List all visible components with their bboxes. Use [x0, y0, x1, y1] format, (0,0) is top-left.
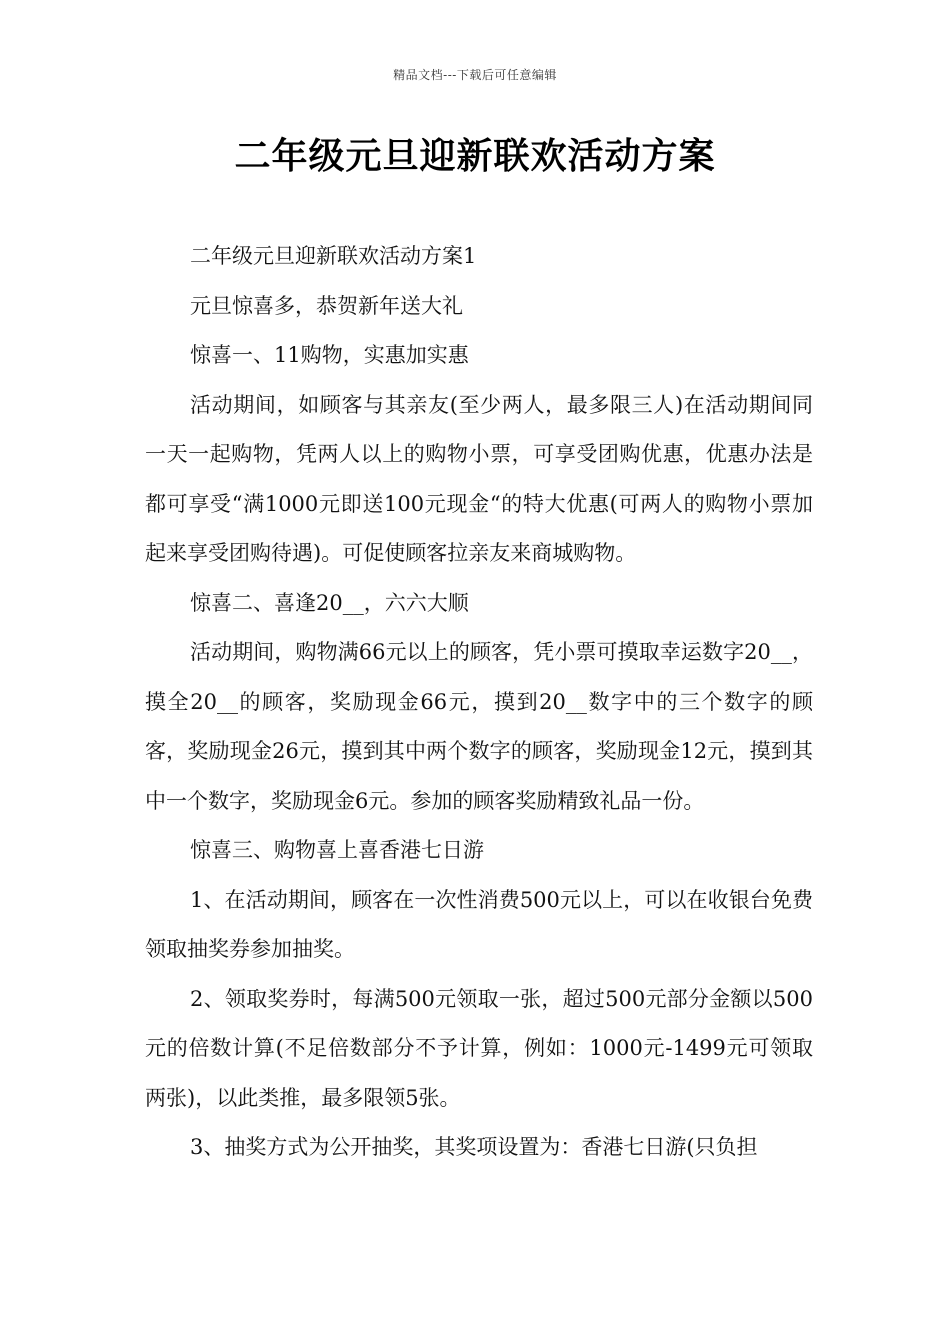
subtitle-paragraph: 二年级元旦迎新联欢活动方案1 [190, 244, 477, 268]
surprise-two-heading: 惊喜二、喜逢20__，六六大顺 [190, 590, 469, 615]
slogan-paragraph: 元旦惊喜多，恭贺新年送大礼 [190, 293, 463, 318]
surprise-three-heading: 惊喜三、购物喜上喜香港七日游 [190, 838, 484, 862]
surprise-two-body: 活动期间，购物满66元以上的顾客，凭小票可摸取幸运数字20__，摸全20__的顾客，奖励现金66元，摸到20__数字中的三个数字的顾客，奖励现金26元，摸到其中两个数字的顾客，奖励现金12元，摸到其中一个数字，奖励现金6元。参加的顾客奖励精致礼品一份。 [145, 640, 813, 813]
rule-item-2: 2、领取奖券时，每满500元领取一张，超过500元部分金额以500元的倍数计算(不足倍数部分不予计算，例如：1000元-1499元可领取两张)，以此类推，最多限领5张。 [145, 986, 813, 1110]
document-body [145, 232, 813, 1173]
rule-item-1: 1、在活动期间，顾客在一次性消费500元以上，可以在收银台免费领取抽奖券参加抽奖。 [145, 887, 813, 961]
surprise-one-heading: 惊喜一、11购物，实惠加实惠 [190, 343, 469, 367]
document-title: 二年级元旦迎新联欢活动方案 [234, 135, 716, 177]
surprise-one-body: 活动期间，如顾客与其亲友(至少两人，最多限三人)在活动期间同一天一起购物，凭两人以上的购物小票，可享受团购优惠，优惠办法是都可享受“满1000元即送100元现金“的特大优惠(可两人的购物小票加起来享受团购待遇)。可促使顾客拉亲友来商城购物。 [145, 392, 813, 565]
rule-item-3: 3、抽奖方式为公开抽奖，其奖项设置为：香港七日游(只负担 [190, 1135, 758, 1159]
header-note: 精品文档---下载后可任意编辑 [393, 68, 557, 82]
